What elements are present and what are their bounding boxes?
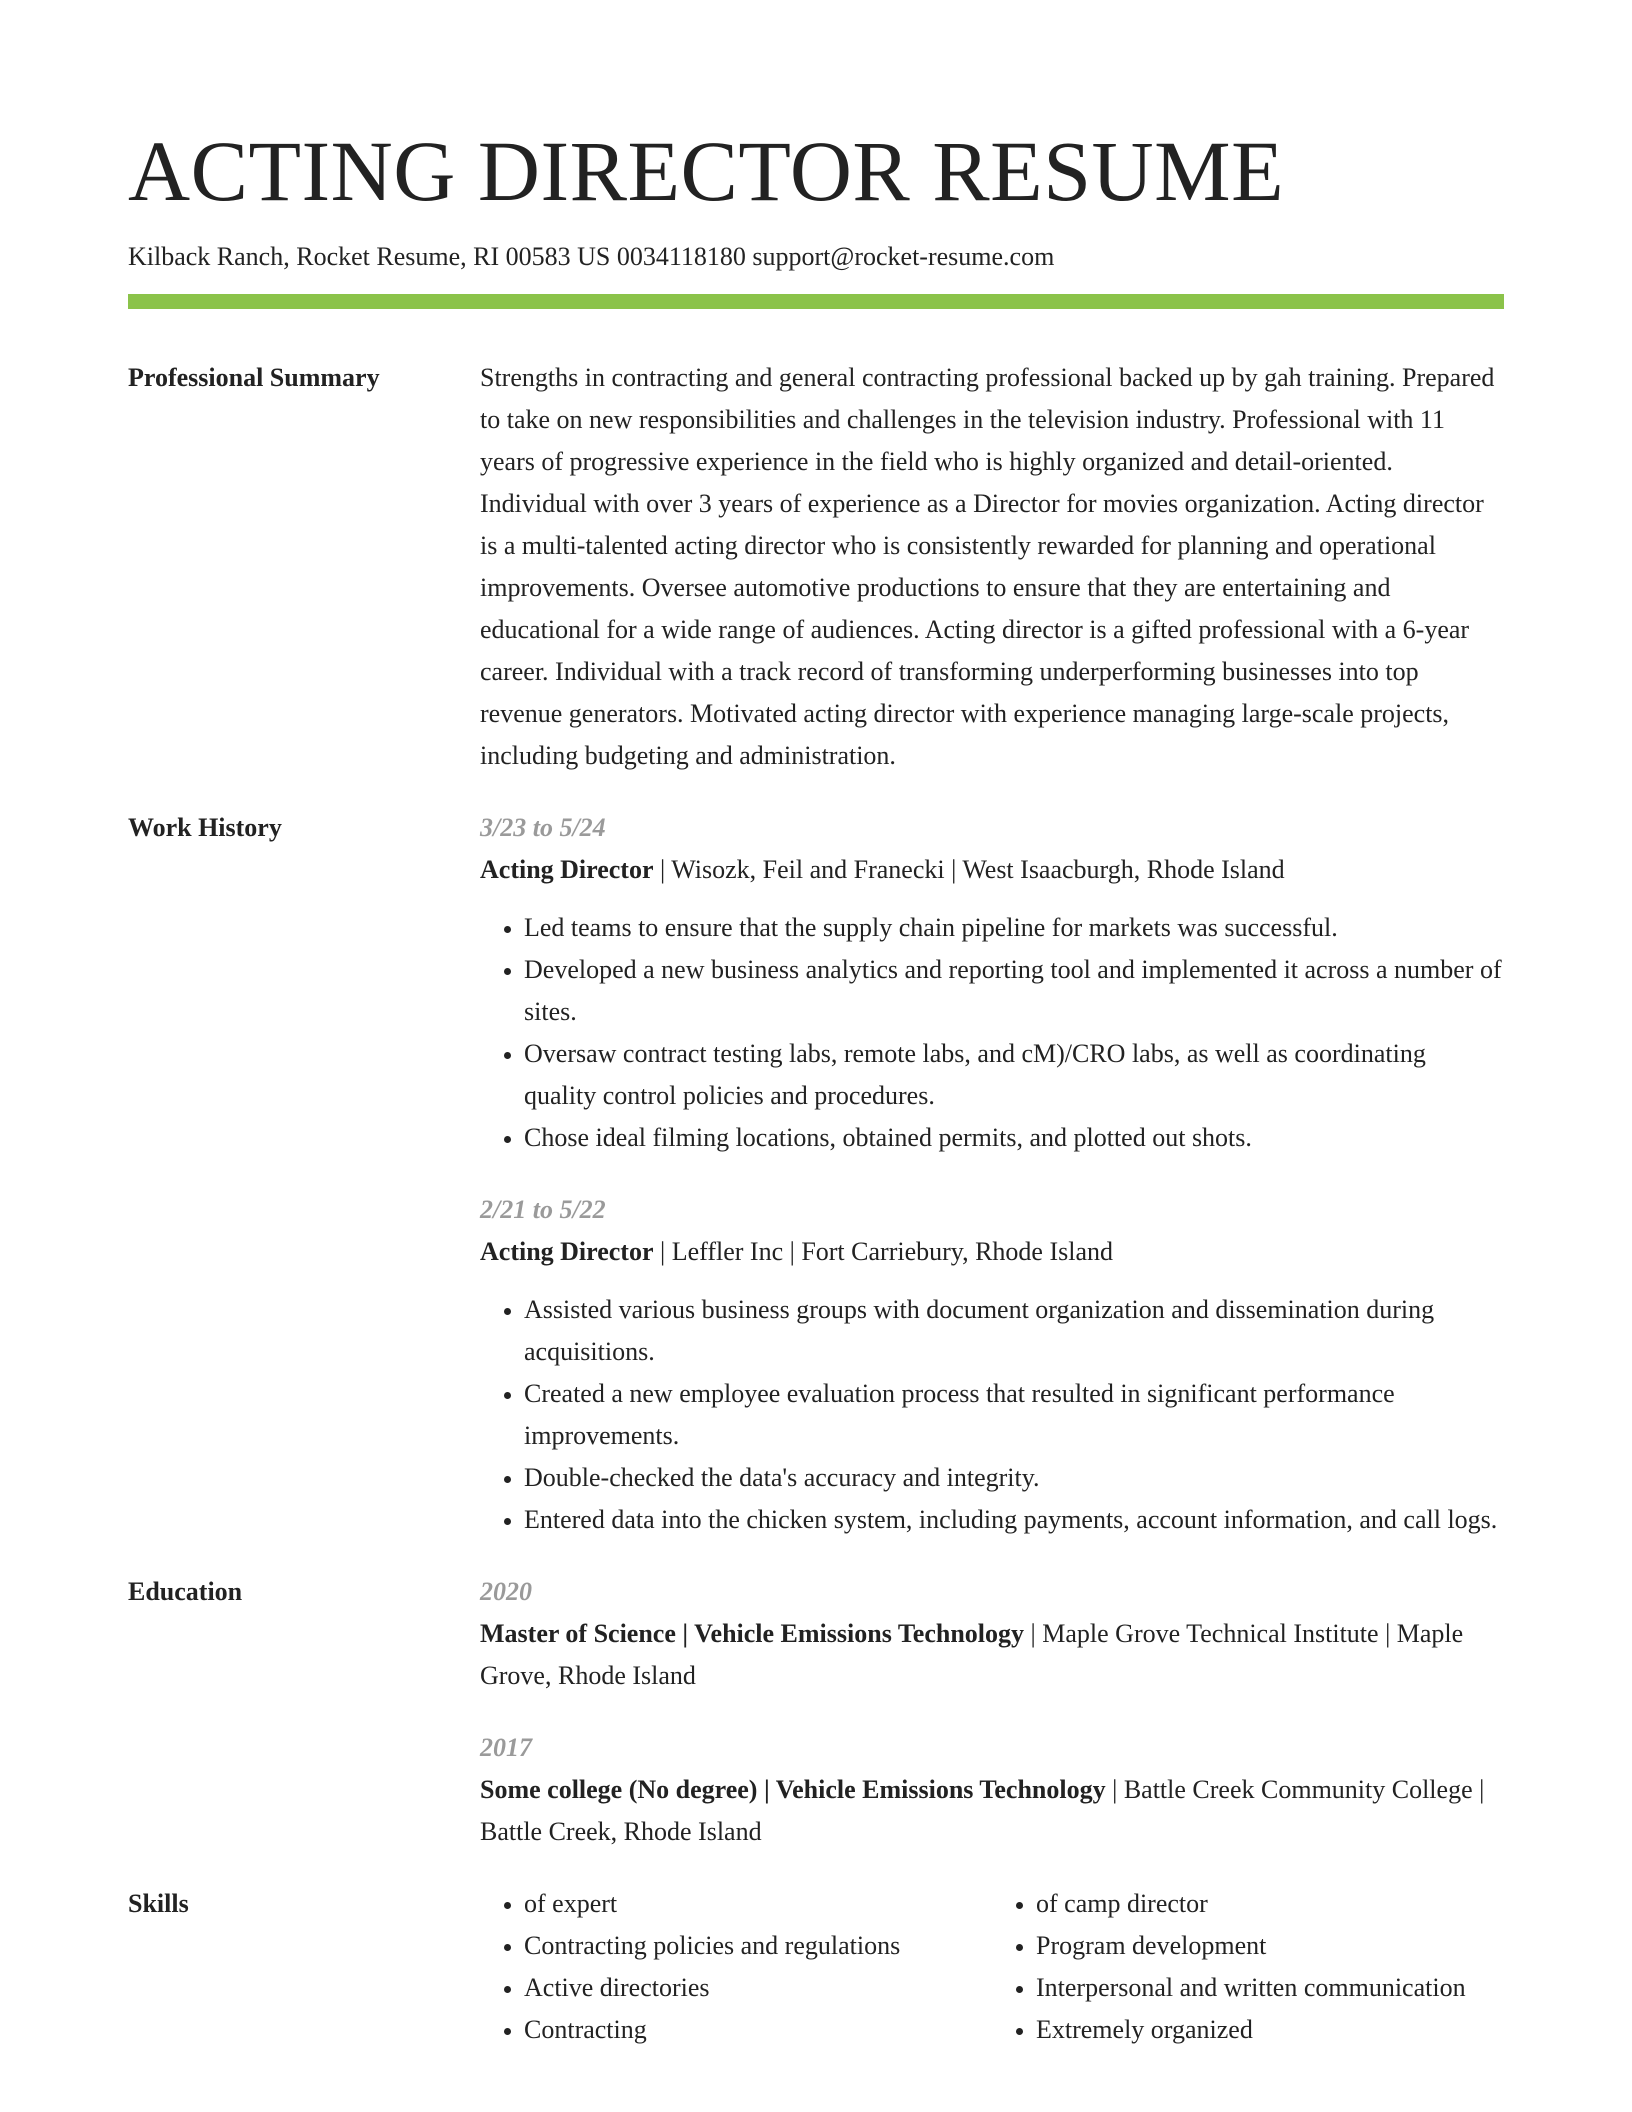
list-item: • Double-checked the data's accuracy and integrity. — [524, 1457, 1504, 1499]
list-item: • Assisted various business groups with document organization and dissemination during acquisitions. — [524, 1289, 1504, 1373]
skills-list-right — [992, 1883, 1504, 2051]
list-item: • Led teams to ensure that the supply chain pipeline for markets was successful. — [524, 907, 1504, 949]
summary-section — [128, 357, 1504, 777]
job-dates: 2/21 to 5/22 — [480, 1195, 606, 1224]
list-item: • Entered data into the chicken system, including payments, account information, and call logs. — [524, 1499, 1504, 1541]
section-label-summary: Professional Summary — [128, 363, 380, 392]
job-heading — [480, 1231, 1504, 1273]
education-degree: Master of Science | Vehicle Emissions Technology — [480, 1619, 1025, 1648]
resume-page — [128, 0, 1504, 2051]
list-item: • Created a new employee evaluation process that resulted in significant performance improvements. — [524, 1373, 1504, 1457]
job-title: Acting Director — [480, 855, 654, 884]
education-heading — [480, 1769, 1504, 1853]
job-dates: 3/23 to 5/24 — [480, 813, 606, 842]
education-section — [128, 1571, 1504, 1853]
education-year: 2020 — [480, 1577, 532, 1606]
job-details: | Wisozk, Feil and Franecki | West Isaacburgh, Rhode Island — [653, 855, 1285, 884]
list-item: • Extremely organized — [1036, 2009, 1504, 2051]
summary-text: Strengths in contracting and general contracting professional backed up by gah training. Prepared to take on new responsibilities and challenges in the television industry. Professional with 11 years of progressive experience in the field who is highly organized and detail-oriented. Individual with over 3 years of experience as a Director for movies organization. Acting director is a multi-talented acting director who is consistently rewarded for planning and operational improvements. Oversee automotive productions to ensure that they are entertaining and educational for a wide range of audiences. Acting director is a gifted professional with a 6-year career. Individual with a track record of transforming underperforming businesses into top revenue generators. Motivated acting director with experience managing large-scale projects, including budgeting and administration. — [480, 363, 1495, 770]
education-details: | Battle Creek Community College | Battle Creek, Rhode Island — [480, 1775, 1485, 1846]
list-item: • Interpersonal and written communication — [1036, 1967, 1504, 2009]
work-history-section — [128, 807, 1504, 1541]
accent-divider — [128, 294, 1504, 309]
list-item: • Contracting policies and regulations — [524, 1925, 992, 1967]
section-label-education: Education — [128, 1577, 243, 1606]
job-bullets — [480, 907, 1504, 1159]
job-details: | Leffler Inc | Fort Carriebury, Rhode Island — [653, 1237, 1114, 1266]
list-item: • Oversaw contract testing labs, remote labs, and cM)/CRO labs, as well as coordinating quality control policies and procedures. — [524, 1033, 1504, 1117]
list-item: • Chose ideal filming locations, obtained permits, and plotted out shots. — [524, 1117, 1504, 1159]
list-item: • Developed a new business analytics and reporting tool and implemented it across a number of sites. — [524, 949, 1504, 1033]
skills-list-left — [480, 1883, 992, 2051]
job-entry — [480, 1189, 1504, 1541]
education-entry — [480, 1571, 1504, 1697]
resume-title: ACTING DIRECTOR RESUME — [128, 123, 1285, 219]
list-item: • Program development — [1036, 1925, 1504, 1967]
list-item: • of camp director — [1036, 1883, 1504, 1925]
list-item: • of expert — [524, 1883, 992, 1925]
education-entry — [480, 1727, 1504, 1853]
education-year: 2017 — [480, 1733, 532, 1762]
skills-section — [128, 1883, 1504, 2051]
contact-line: Kilback Ranch, Rocket Resume, RI 00583 US 0034118180 support@rocket-resume.com — [128, 242, 1055, 271]
education-details: | Maple Grove Technical Institute | Maple Grove, Rhode Island — [480, 1619, 1464, 1690]
education-degree: Some college (No degree) | Vehicle Emissions Technology — [480, 1775, 1106, 1804]
skills-columns — [480, 1883, 1504, 2051]
section-label-work-history: Work History — [128, 813, 282, 842]
job-bullets — [480, 1289, 1504, 1541]
education-heading — [480, 1613, 1504, 1697]
job-entry — [480, 807, 1504, 1159]
section-label-skills: Skills — [128, 1889, 189, 1918]
job-title: Acting Director — [480, 1237, 654, 1266]
list-item: • Active directories — [524, 1967, 992, 2009]
list-item: • Contracting — [524, 2009, 992, 2051]
job-heading — [480, 849, 1504, 891]
